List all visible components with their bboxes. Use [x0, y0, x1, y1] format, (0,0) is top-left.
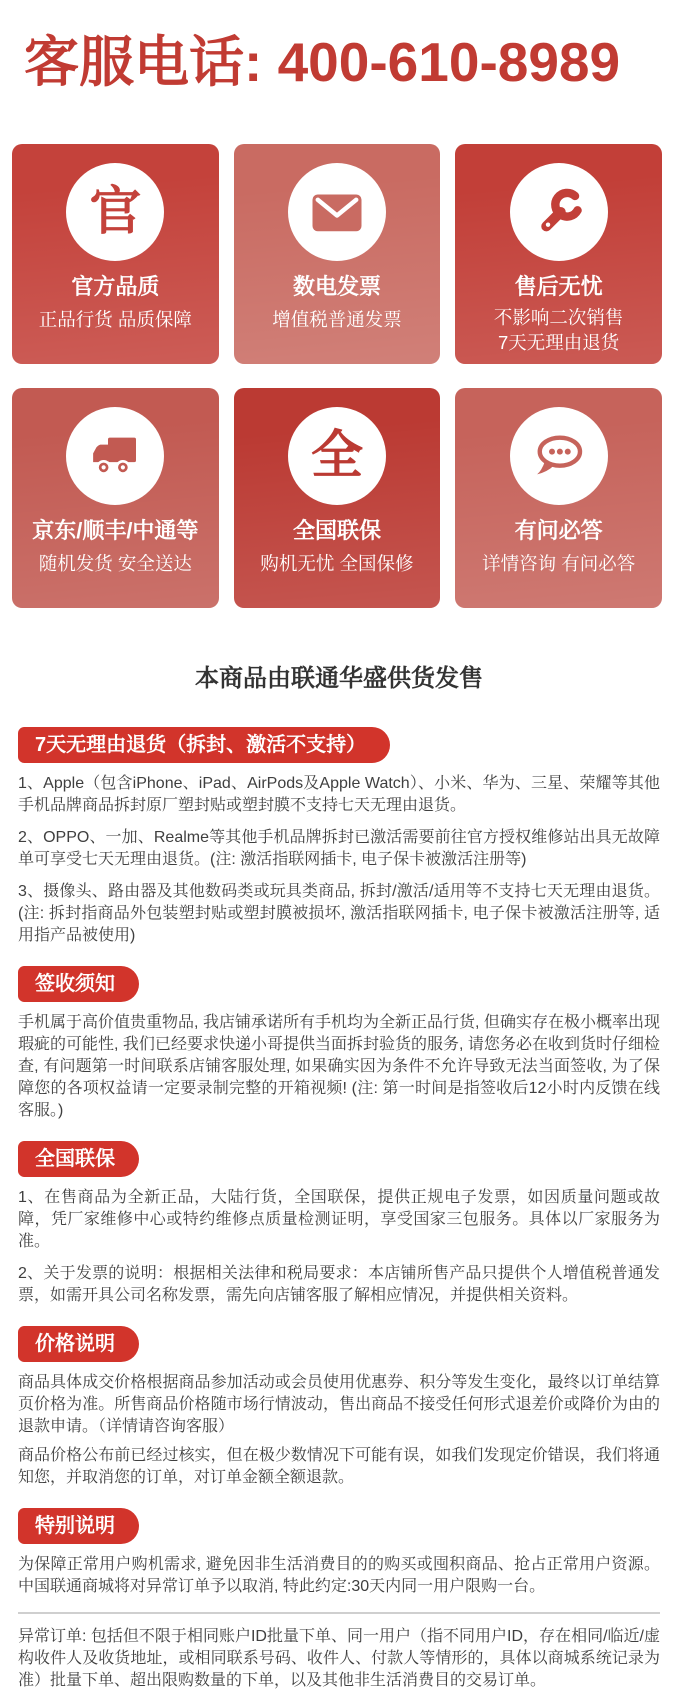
card-subtitle: 不影响二次销售: [493, 307, 624, 328]
section-paragraph: 手机属于高价值贵重物品, 我店铺承诺所有手机均为全新正品行货, 但确实存在极小概率出现瑕疵的可能性, 我们已经要求快递小哥提供当面拆封验货的服务, 请您务必在收到货时仔细检查, 有问题第一时间联系店铺客服处理, 如果确实因为条件不允许导致无法当面签收, 为了保障您的各项权益请一定要录制完整的开箱视频! (注: 第一时间是指签收后12小时内反馈在线客服。): [18, 1014, 660, 1119]
card-after-sales: [455, 144, 662, 364]
section-pill-special-notice: 特别说明: [18, 1508, 139, 1544]
quan-badge-icon: [288, 407, 386, 505]
card-national-warranty: [234, 388, 441, 608]
card-subtitle-line2: 7天无理由退货: [498, 332, 620, 353]
card-subtitle: 购机无忧 全国保修: [260, 553, 414, 574]
card-subtitle: 详情咨询 有问必答: [482, 553, 636, 574]
truck-icon: [66, 407, 164, 505]
section-sign-notice: [18, 954, 660, 1122]
card-e-invoice: [234, 144, 441, 364]
section-paragraph: 商品价格公布前已经过核实，但在极少数情况下可能有误，如我们发现定价错误，我们将通知您，并取消您的订单，对订单金额全额退款。: [18, 1447, 660, 1486]
card-title: 官方品质: [71, 274, 160, 299]
section-paragraph: 商品具体成交价格根据商品参加活动或会员使用优惠券、积分等发生变化，最终以订单结算页价格为准。所售商品价格随市场行情波动，售出商品不接受任何形式退差价或降价为由的退款申请。（详情请咨询客服）: [18, 1374, 660, 1435]
card-subtitle: 正品行货 品质保障: [38, 309, 192, 330]
policy-sections: [0, 693, 678, 1692]
card-title: 京东/顺丰/中通等: [32, 518, 199, 543]
service-cards-grid: [12, 144, 662, 608]
wrench-icon: [510, 163, 608, 261]
section-paragraph: 2、关于发票的说明：根据相关法律和税局要求：本店铺所售产品只提供个人增值税普通发票，如需开具公司名称发票，需先向店铺客服了解相应情况，并提供相关资料。: [18, 1265, 660, 1304]
chat-bubble-icon: [510, 407, 608, 505]
envelope-icon: [288, 163, 386, 261]
card-official-quality: [12, 144, 219, 364]
section-national-warranty: [18, 1129, 660, 1307]
section-price-notice: [18, 1314, 660, 1489]
card-subtitle: 增值税普通发票: [272, 309, 402, 330]
quan-glyph: 全: [310, 427, 363, 485]
card-title: 数电发票: [292, 274, 381, 299]
section-paragraph: 为保障正常用户购机需求, 避免因非生活消费目的的购买或囤积商品、抢占正常用户资源。中国联通商城将对异常订单予以取消, 特此约定:30天内同一用户限购一台。: [18, 1556, 660, 1595]
section-paragraph: 2、OPPO、一加、Realme等其他手机品牌拆封已激活需要前往官方授权维修站出具无故障单可享受七天无理由退货。(注: 激活指联网插卡, 电子保卡被激活注册等): [18, 829, 660, 868]
section-paragraph: 3、摄像头、路由器及其他数码类或玩具类商品, 拆封/激活/适用等不支持七天无理由退货。(注: 拆封指商品外包装塑封贴或塑封膜被损坏, 激活指联网插卡, 电子保卡被激活注册等, 适用指产品被使用): [18, 883, 660, 944]
card-title: 售后无忧: [514, 274, 603, 299]
card-subtitle: 随机发货 安全送达: [38, 553, 192, 574]
section-paragraph: 1、Apple（包含iPhone、iPad、AirPods及Apple Watch）、小米、华为、三星、荣耀等其他手机品牌商品拆封原厂塑封贴或塑封膜不支持七天无理由退货。: [18, 775, 660, 814]
card-title: 有问必答: [514, 518, 603, 543]
section-pill-7day-return: 7天无理由退货（拆封、激活不支持）: [18, 727, 390, 763]
section-pill-national-warranty: 全国联保: [18, 1141, 139, 1177]
section-pill-price-notice: 价格说明: [18, 1326, 139, 1362]
supplier-note: 本商品由联通华盛供货发售: [195, 665, 483, 692]
section-7day-return: [18, 715, 660, 947]
official-seal-icon: [66, 163, 164, 261]
card-title: 全国联保: [292, 518, 381, 543]
abnormal-order-note: 异常订单: 包括但不限于相同账户ID批量下单、同一用户（指不同用户ID，存在相同/临近/虚构收件人及收货地址，或相同联系号码、收件人、付款人等情形的，具体以商城系统记录为准）批量下单、超出限购数量的下单，以及其他非生活消费目的交易订单。: [18, 1628, 660, 1689]
card-qa-service: [455, 388, 662, 608]
card-delivery: [12, 388, 219, 608]
section-special-notice: [18, 1496, 660, 1598]
section-paragraph: 1、在售商品为全新正品，大陆行货，全国联保，提供正规电子发票，如因质量问题或故障，凭厂家维修中心或特约维修点质量检测证明，享受国家三包服务。具体以厂家服务为准。: [18, 1189, 660, 1250]
divider: [18, 1612, 660, 1614]
section-pill-sign-notice: 签收须知: [18, 966, 139, 1002]
customer-service-phone: 客服电话: 400-610-8989: [24, 31, 621, 93]
official-glyph: 官: [89, 183, 142, 241]
